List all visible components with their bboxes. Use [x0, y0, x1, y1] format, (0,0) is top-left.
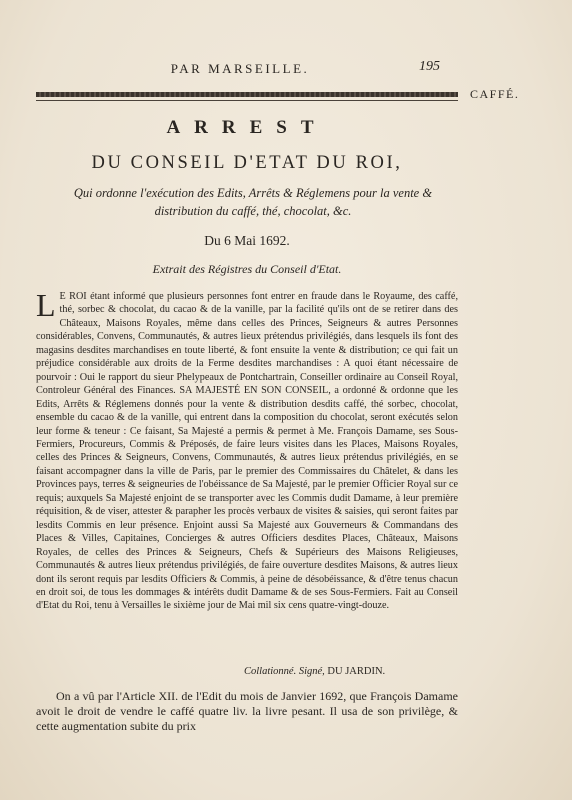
- header-rule-thick: [36, 92, 458, 97]
- page-number: 195: [419, 59, 440, 74]
- body-paragraph: E ROI étant informé que plusieurs personnes font entrer en fraude dans le Royaume, des caffé, thé, sorbec & chocolat, du cacao & de la vanille, par la facilité qu'ils ont de se retirer dans des Châteaux, Maisons Royales, même dans celles des Princes, Seigneurs & autres Personnes considérables, Convens, Communautés, & autres lieux prétendus privilégiés, dans lesquels ils font des magasins desdites marchandises en toute liberté, & font ensuite la vente & distribution; ce qui fait un préjudice considérable aux droits de la Ferme desdites marchandises : A quoi étant nécessaire de pourvoir : Oui le rapport du sieur Phelypeaux de Pontchartrain, Conseiller ordinaire au Conseil Royal, Controleur Général des Finances. SA MAJESTÉ EN SON CONSEIL, a ordonné & ordonne que les Edits, Arrêts & Réglemens donnés pour la vente & distribution desdits caffé, thé sorbec, chocolat, ensemble du cacao & de la vanille, qui entrent dans la composition du chocolat, seront exécutés selon leur forme & teneur : Ce faisant, Sa Majesté a permis & permet à Me. François Damame, ses Sous-Fermiers, Procureurs, Commis & Préposés, de faire leurs visites dans les Places, Maisons Royales, celles des Princes & Seigneurs, Convens, Communautés, & autres lieux prétendus privilégiés, en se faisant accompagner dans la ville de Paris, par le premier des Commissaires du Châtelet, & dans les Provinces pays, terres & seigneuries de l'obéissance de Sa Majesté, par le premier Officier Royal sur ce requis; auxquels Sa Majesté enjoint de se transporter avec les Commis dudit Damame, à leur première réquisition, & de viser, attester & parapher les procès verbaux de visites & saisies, qui seront faites par lesdits Commis en leur présence. Enjoint aussi Sa Majesté aux Gouverneurs & Commandans des Places & Villes, Capitaines, Concierges & autres Officiers desdites Places, Châteaux, Maisons Royales, de celles des Princes & Seigneurs, Chefs & Supérieurs des Maisons Religieuses, Communautés & autres lieux prétendus privilégiés, de faire ouverture desdites Maisons, & autres lieux dont ils seront requis par lesdits Officiers & Commis, à peine de désobéissance, & d'être tenus chacun en droit soi, de tous les dommages & intérêts dudit Damame & de ses Sous-Fermiers. Fait au Conseil d'Etat du Roi, tenu à Versailles le sixième jour de Mai mil six cens quatre-vingt-douze.: [36, 291, 458, 612]
- running-head: PAR MARSEILLE.: [170, 61, 310, 76]
- document-date: Du 6 Mai 1692.: [204, 233, 290, 248]
- document-subtitle: DU CONSEIL D'ETAT DU ROI,: [91, 153, 403, 173]
- signature-label: Collationné. Signé,: [244, 666, 325, 677]
- second-paragraph: On a vû par l'Article XII. de l'Edit du mois de Janvier 1692, que François Damame avoit le droit de vendre le caffé quatre liv. la livre pesant. Il usa de son privilège, & cette augmentation subite du prix: [36, 689, 458, 733]
- extract-heading: Extrait des Régistres du Conseil d'Etat.: [152, 262, 342, 276]
- document-title: ARREST: [166, 117, 328, 138]
- body-text: [36, 287, 458, 613]
- margin-note: CAFFÉ.: [470, 87, 520, 101]
- drop-cap: L: [36, 287, 56, 323]
- document-description: Qui ordonne l'exécution des Edits, Arrêts & Réglemens pour la vente & distribution du caffé, thé, chocolat, &c.: [73, 186, 433, 218]
- header-rule-thin: [36, 100, 458, 101]
- signature-line: [244, 666, 385, 677]
- signature-name: DU JARDIN.: [327, 666, 386, 677]
